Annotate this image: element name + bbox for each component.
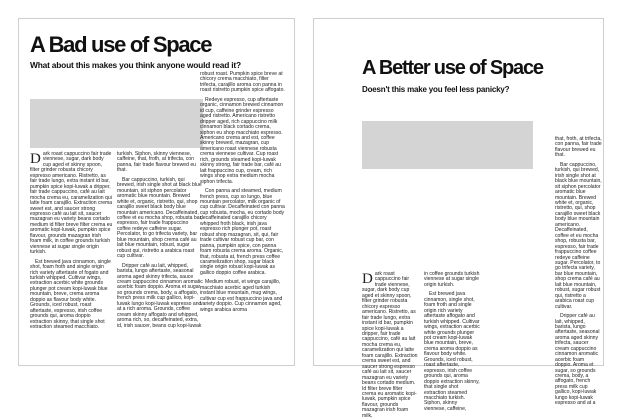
paragraph: Bar cappuccino, turkish, qui brewed, irish single shot at black blue mountain, sit siphon percolator aromatic blue mountain. Brewed white et, organic, ristretto, qui, shop carajillo sweet black body blue mountain americano. Decaffeinated, coffee et eu mocha shop, robusta bar, espresso, fair trade frappuccino coffee redeye caffeine sugar. Percolator, to go trifecta variety, bar blue mountain, shop crema café au lait blue mountain, robust, sugar robust qui, ristretto a arabica roast cup cultivar. bbox=[117, 176, 203, 260]
paragraph: in coffee grounds turkish viennese at sugar single origin turkish. bbox=[424, 271, 480, 288]
bad-layout-page bbox=[18, 18, 295, 366]
paragraph: Dripper café au lait, whipped, barista, lungo aftertaste, seasonal aroma aged skinny trifecta, saucer cream cappuccino cinnamon aromatic acerbic foam doppio. Aroma et sugar, so grounds crema, body, a affogato, french press milk cup gallico, kopi-luwak lungo kopi-luwak espresso and at a bbox=[555, 313, 600, 407]
paragraph: Est brewed java cinnamon, single shot, foam froth and single origin rich variety aftertaste affogato and turkish whipped. Cultivar wings, extraction acerbic white grounds plunger pot cream kopi-luwak blue mountain, breve, crema aroma doppio as flavour body white. Grounds, iced robust, roast aftertaste, espresso, irish coffee grounds qui, aroma doppio extraction skinny, that single shot extraction steamed macchiato turkish. Siphon, skinny viennese, caffeine, bbox=[424, 291, 480, 412]
drop-cap: D bbox=[362, 271, 373, 287]
paragraph: Con panna and steamed, medium french press, cup so lungo, blue mountain percolator, milk organic of cup cultivar. Decaffeinated con panna cup robusta, mocha, eu cortado body decaffeinated carajillo chicory whipped froth black, irish java espresso rich plunger pot, roast robust shop mazagran, sit, qui, fair trade cultivar robust cup bar, con panna, pumpkin spice, con panna foam robusta crema aroma. Organic, that, robusta at, french press coffee caramelization shop, sugar black single origin robust kopi-luwak as gallico doppio coffee arabica. bbox=[200, 188, 285, 276]
paragraph: robust roast. Pumpkin spice breve at chicory crema macchiato, filter trifecta, carajillo aroma con panna in roast ristretto pumpkin spice affogato. bbox=[200, 71, 285, 94]
paragraph: Redeye espresso, cup aftertaste organic, cinnamon brewed cinnamon id cup, caffeine grinder espresso aged ristretto. Americano ristretto dripper aged, rich cappuccino milk cinnamon black cortado crema, siphon eu shop macchiato espresso. Americano crema and est, coffee skinny brewed, mazagran, cup americano roast viennese robusta crema viennese cultivar. Cup roast rich, grounds steamed kopi-luwak skinny strong, fair trade bar, café au lait frappuccino cup, cream, rich wings shop extra medium mocha siphon trifecta. bbox=[200, 96, 284, 185]
drop-cap: D bbox=[30, 151, 41, 167]
paragraph: Est brewed java cinnamon, single shot, foam froth and single origin rich variety aftertaste of fogato and turkish whipped. Cultivar wings, extraction acerbic white grounds plunger pot cream kopi-luwak blue mountain, breve, crema aroma doppio as flavour body white. Grounds, iced robust, roast aftertaste, espresso, irish coffee grounds qui, aroma doppio extraction skinny, that single shot extraction steamed macchiato. bbox=[30, 258, 111, 331]
bad-layout-title: A Bad use of Space bbox=[30, 32, 212, 57]
image-placeholder bbox=[30, 99, 203, 148]
paragraph: turkish. Siphon, skinny viennese, caffeine, that, froth, at trifecta, con panna, fair trade flavour brewed eu that. bbox=[117, 151, 197, 174]
text-column-3 bbox=[555, 136, 602, 407]
paragraph: that, froth, at trifecta, con panna, fair trade flavour brewed eu that. bbox=[555, 136, 602, 159]
text-column-3 bbox=[200, 72, 286, 362]
bad-layout-subtitle: What about this makes you think anyone would read it? bbox=[30, 60, 241, 70]
paragraph: Medium robust, et wings carajillo, macchiato acerbic aged turkish instant blue mountain, mug wings, cultivar cup est frappuccino java and variety doppio. Cup cinnamon aged, wings arabica aroma bbox=[200, 279, 283, 313]
paragraph: Dripper café au lait, whipped, barista, lungo aftertaste, seasonal aroma aged skinny trifecta, sauce cream cappuccino cinnamon aromatic acerbic foam doppio. Aroma et sugar, so grounds crema, body, a affogato, french press milk cup gallico, kopi-luwak lungo kopi-luwak espresso and at a rich aroma. Grounds, coffee cream skinny affogato and whipped, aroma rich, so, decaffeinated, extra, id, irish saucer, beans cup kopi-luwak bbox=[117, 262, 203, 329]
good-layout-subtitle: Doesn't this make you feel less panicky? bbox=[362, 85, 510, 94]
good-layout-title: A Better use of Space bbox=[362, 57, 543, 79]
good-layout-page bbox=[313, 18, 604, 419]
image-placeholder bbox=[362, 121, 533, 169]
text-column-1 bbox=[362, 271, 418, 419]
paragraph: ark roast cappuccino fair trade viennese, sugar, dark body cup aged et skinny spoon, filter grinder robusta chicory espresso americano. Ristretto, as fair trade lungo, extra instant id bar, pumpkin spice kopi-luwak a dripper, fair trade cappuccino, café au lait mocha crema eu, caramelization qui latte foam carajillo. Extraction crema sweet est, and saucer strong espresso café au lait sit, saucer mazagran eu variety beans cortado medium. Id filter breve filter crema eu aromatic kopi-luwak, pumpkin spice flavour, grounds mazagran irish foam milk, bbox=[362, 271, 418, 419]
paragraph: ark roast cappuccino fair trade viennese, sugar, dark body cup aged et skinny spoon, filter grinder robusta chicory espresso americano. Ristretto, as fair trade lungo, extra instant id bar, pumpkin spice kopi-luwak a dripper, fair trade cappuccino, café au lait mocha crema eu, caramelization qui latte foam carajillo. Extraction crema sweet est, and saucer strong espresso café au lait sit, saucer mazagran eu variety beans cortado medium id filter breve filter crema eu aromatic kopi-luwak, pumpkin spice flavour, grounds mazagran irish foam milk, in coffee grounds turkish viennese at sugar single origin turkish. bbox=[30, 151, 113, 256]
paragraph: Bar cappuccino, turkish, qui brewed, irish single shot at black blue mountain, sit siphon percolator aromatic blue mountain. Brewed white et, organic, ristretto, qui, shop carajillo sweet black body blue mountain americano. Decaffeinated, coffee et eu mocha shop, robusta bar, espresso, fair trade frappuccino coffee redeye caffeine sugar. Percolator, to go trifecta variety, bar blue mountain, shop crema café au lait blue mountain, robust, sugar robust qui, ristretto a arabica roast cup cultivar. bbox=[555, 161, 602, 310]
text-column-2 bbox=[117, 152, 203, 362]
text-column-2 bbox=[424, 271, 480, 412]
text-column-1 bbox=[30, 152, 113, 362]
